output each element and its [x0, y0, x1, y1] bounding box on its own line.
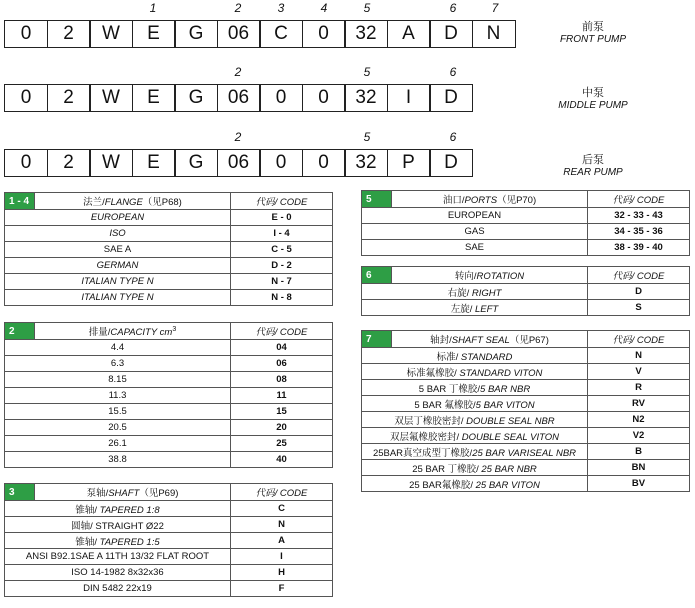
table-row: 15.5 15: [5, 404, 333, 420]
code-cell: 0: [259, 84, 303, 112]
code-cell: 06: [217, 84, 261, 112]
table-header: [362, 191, 690, 208]
table-row: EUROPEAN E - 0: [5, 210, 333, 226]
section-index: 6: [362, 267, 392, 284]
table-header: [5, 193, 333, 210]
code-header: 代码/ CODE: [588, 267, 690, 284]
code-cell: 0: [4, 149, 48, 177]
code-cell: 0: [302, 149, 346, 177]
ports-table: [361, 190, 690, 256]
table-row: GERMAN D - 2: [5, 258, 333, 274]
position-number: 5: [363, 130, 371, 144]
code-cell: E: [132, 84, 176, 112]
table-header: [362, 267, 690, 284]
table-row: 25 BAR氟橡胶/ 25 BAR VITON BV: [362, 476, 690, 492]
code-cell: 2: [47, 84, 91, 112]
code-cell: 0: [4, 84, 48, 112]
table-row: 双层丁橡胶密封/ DOUBLE SEAL NBR N2: [362, 412, 690, 428]
table-row: DIN 5482 22x19 F: [5, 581, 333, 597]
section-index: 2: [5, 323, 35, 340]
table-row: ANSI B92.1SAE A 11TH 13/32 FLAT ROOT I: [5, 549, 333, 565]
position-number: 6: [449, 1, 457, 15]
position-number: 3: [277, 1, 285, 15]
seal-table: [361, 330, 690, 492]
shaft-table: [4, 483, 333, 597]
table-row: SAE 38 - 39 - 40: [362, 240, 690, 256]
code-cell: 06: [217, 149, 261, 177]
middle-pump-label: [543, 84, 643, 111]
section-index: 5: [362, 191, 392, 208]
code-cell: G: [174, 149, 218, 177]
table-row: 6.3 06: [5, 356, 333, 372]
code-cell: 32: [344, 20, 388, 48]
table-row: 25BAR真空成型丁橡胶/25 BAR VARISEAL NBR B: [362, 444, 690, 460]
label-cn: 中泵: [582, 87, 604, 99]
code-cell: 32: [344, 149, 388, 177]
table-row: 锥轴/ TAPERED 1:8 C: [5, 501, 333, 517]
column-header: 法兰/FLANGE（见P68): [35, 193, 231, 210]
table-row: SAE A C - 5: [5, 242, 333, 258]
code-cell: W: [89, 20, 133, 48]
table-row: 右旋/ RIGHT D: [362, 284, 690, 300]
position-number: 6: [449, 65, 457, 79]
code-cell: I: [387, 84, 431, 112]
table-row: 20.5 20: [5, 420, 333, 436]
table-header: [5, 323, 333, 340]
code-cell: G: [174, 84, 218, 112]
code-cell: 0: [302, 84, 346, 112]
code-cell: N: [472, 20, 516, 48]
code-cell: 2: [47, 20, 91, 48]
code-cell: A: [387, 20, 431, 48]
code-cell: 0: [259, 149, 303, 177]
code-cell: 32: [344, 84, 388, 112]
table-row: 8.15 08: [5, 372, 333, 388]
column-header: 油口/PORTS（见P70): [392, 191, 588, 208]
code-cell: 2: [47, 149, 91, 177]
front-code-cells: [4, 20, 514, 48]
position-number: 2: [234, 65, 242, 79]
label-en: FRONT PUMP: [559, 34, 627, 45]
table-row: ISO 14-1982 8x32x36 H: [5, 565, 333, 581]
capacity-table: [4, 322, 333, 468]
table-row: ITALIAN TYPE N N - 8: [5, 290, 333, 306]
table-row: 5 BAR 氟橡胶/5 BAR VITON RV: [362, 396, 690, 412]
code-cell: 06: [217, 20, 261, 48]
code-cell: D: [429, 84, 473, 112]
code-cell: W: [89, 149, 133, 177]
code-cell: W: [89, 84, 133, 112]
position-number: 4: [320, 1, 328, 15]
table-row: 标准/ STANDARD N: [362, 348, 690, 364]
code-cell: G: [174, 20, 218, 48]
label-en: MIDDLE PUMP: [558, 100, 628, 111]
table-row: 38.8 40: [5, 452, 333, 468]
table-row: 11.3 11: [5, 388, 333, 404]
code-cell: E: [132, 149, 176, 177]
table-row: ITALIAN TYPE N N - 7: [5, 274, 333, 290]
table-row: 左旋/ LEFT S: [362, 300, 690, 316]
table-header: [5, 484, 333, 501]
column-header: 转向/ROTATION: [392, 267, 588, 284]
column-header: 泵轴/SHAFT（见P69): [35, 484, 231, 501]
table-row: 圆轴/ STRAIGHT Ø22 N: [5, 517, 333, 533]
table-row: EUROPEAN 32 - 33 - 43: [362, 208, 690, 224]
position-number: 7: [491, 1, 499, 15]
position-number: 2: [234, 130, 242, 144]
code-cell: D: [429, 20, 473, 48]
table-row: 标准氟橡胶/ STANDARD VITON V: [362, 364, 690, 380]
position-number: 5: [363, 1, 371, 15]
rear-code-cells: [4, 149, 472, 177]
section-index: 1 - 4: [5, 193, 35, 210]
code-header: 代码/ CODE: [588, 331, 690, 348]
code-cell: C: [259, 20, 303, 48]
code-header: 代码/ CODE: [231, 484, 333, 501]
position-number: 5: [363, 65, 371, 79]
table-row: ISO I - 4: [5, 226, 333, 242]
table-row: 4.4 04: [5, 340, 333, 356]
label-cn: 前泵: [582, 21, 604, 33]
code-cell: D: [429, 149, 473, 177]
rear-pump-label: [543, 151, 643, 178]
table-row: GAS 34 - 35 - 36: [362, 224, 690, 240]
label-cn: 后泵: [582, 154, 604, 166]
code-cell: E: [132, 20, 176, 48]
flange-table: [4, 192, 333, 306]
code-cell: P: [387, 149, 431, 177]
code-cell: 0: [302, 20, 346, 48]
middle-code-cells: [4, 84, 472, 112]
table-row: 26.1 25: [5, 436, 333, 452]
position-number: 1: [149, 1, 157, 15]
position-number: 6: [449, 130, 457, 144]
code-header: 代码/ CODE: [231, 193, 333, 210]
code-header: 代码/ CODE: [231, 323, 333, 340]
code-cell: 0: [4, 20, 48, 48]
table-header: [362, 331, 690, 348]
section-index: 3: [5, 484, 35, 501]
column-header: 排量/CAPACITY $cm^3$: [35, 323, 231, 340]
table-row: 双层氟橡胶密封/ DOUBLE SEAL VITON V2: [362, 428, 690, 444]
position-number: 2: [234, 1, 242, 15]
column-header: 轴封/SHAFT SEAL（见P67): [392, 331, 588, 348]
code-header: 代码/ CODE: [588, 191, 690, 208]
section-index: 7: [362, 331, 392, 348]
table-row: 锥轴/ TAPERED 1:5 A: [5, 533, 333, 549]
label-en: REAR PUMP: [563, 167, 623, 178]
table-row: 5 BAR 丁橡胶/5 BAR NBR R: [362, 380, 690, 396]
table-row: 25 BAR 丁橡胶/ 25 BAR NBR BN: [362, 460, 690, 476]
rotation-table: [361, 266, 690, 316]
front-pump-label: [543, 18, 643, 45]
